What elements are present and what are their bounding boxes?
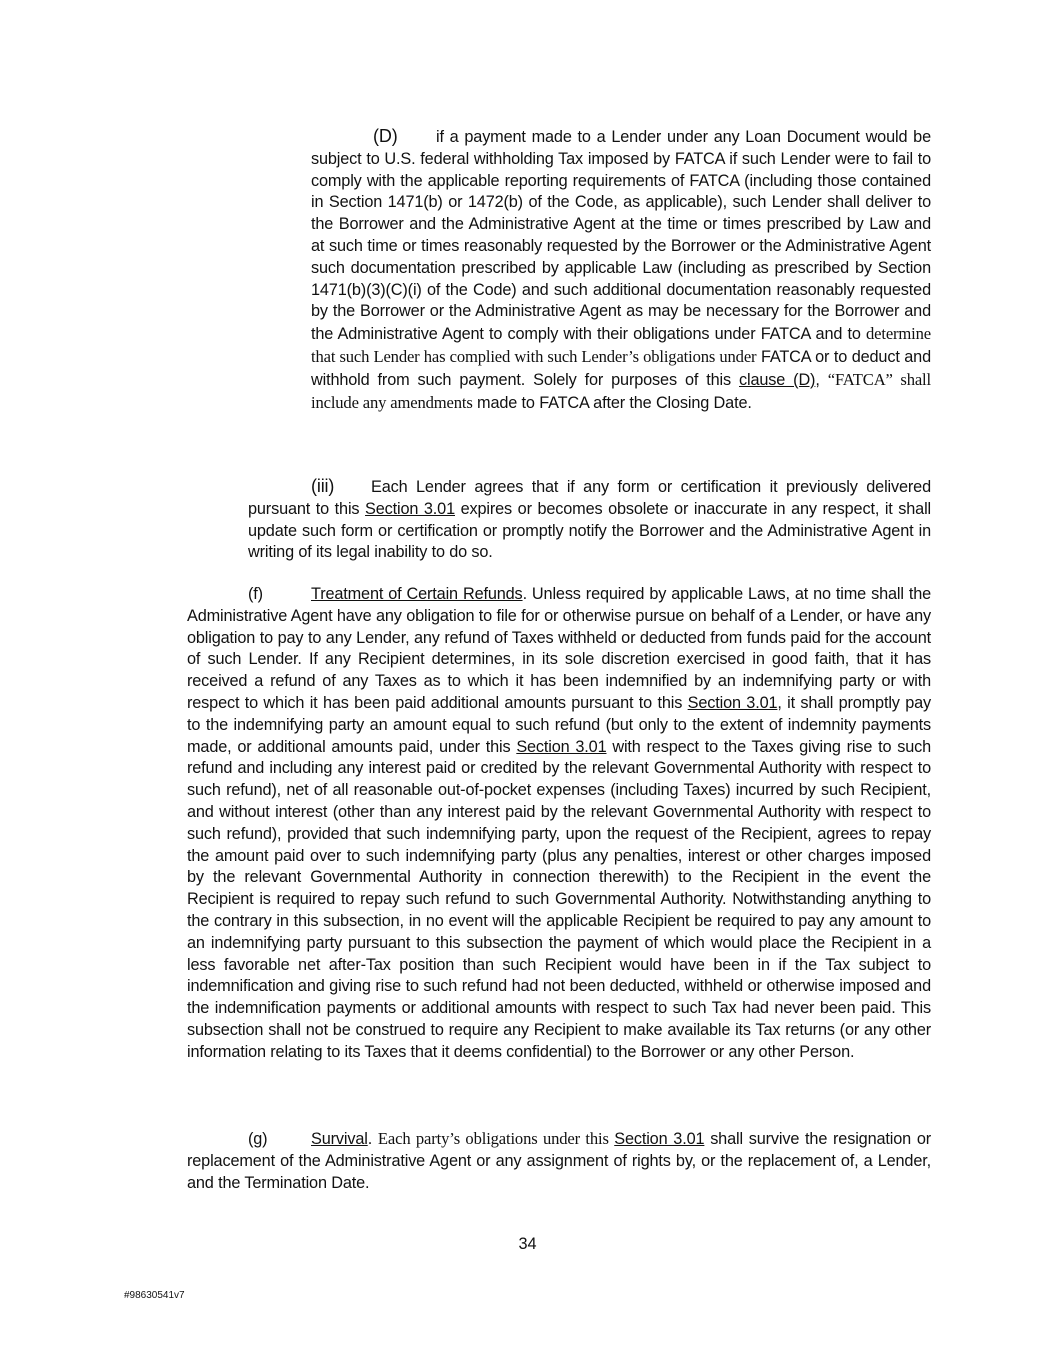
paragraph-iii-text-1: Each Lender agrees that if any form or certification it previously delivered pursuant to this — [248, 478, 931, 518]
paragraph-d-text-1: if a payment made to a Lender under any Loan Document would be subject to U.S. federal withholding Tax imposed by FATCA if such Lender were to fail to comply with the applicable reporting requirements of FATCA (including those contained in Section 1471(b) or 1472(b) of the Code, as applicable), such Lender shall deliver to the Borrower and the Administrative Agent at the time or times prescribed by Law and at such time or times reasonably requested by the Borrower or the Administrative Agent such documentation prescribed by applicable Law (including as prescribed by Section 1471(b)(3)(C)(i) of the Code) and such additional documentation reasonably requested by the Borrower or the Administrative Agent as may be necessary for the Borrower and the Administrative Agent to comply with their obligations under FATCA and to — [311, 128, 931, 344]
paragraph-g-serif-text: Each party’s obligations under this — [377, 1129, 615, 1148]
paragraph-f-text-3: with respect to the Taxes giving rise to such refund and including any interest paid or credited by the relevant Governmental Authority with respect to such refund), net of all reasonable out-of-pocket expenses (including Taxes) incurred by such Recipient, and without interest (other than any interest paid by the relevant Governmental Authority with respect to such refund), provided that such indemnifying party, upon the request of the Recipient, agrees to repay the amount paid over to such indemnifying party (plus any penalties, interest or other charges imposed by the relevant Governmental Authority in connection therewith) to the Recipient in the event the Recipient is required to repay such refund to such Governmental Authority. Notwithstanding anything to the contrary in this subsection, in no event will the applicable Recipient be required to pay any amount to an indemnifying party pursuant to this subsection the payment of which would place the Recipient in a less favorable net after-Tax position than such Recipient would have been in if the Tax subject to indemnification and giving rise to such refund had not been deducted, withheld or otherwise imposed and the indemnification payments or additional amounts with respect to such Tax had never been paid. This subsection shall not be construed to require any Recipient to make available its Tax returns (or any other information relating to its Taxes that it deems confidential) to the Borrower or any other Person. — [187, 737, 931, 1061]
paragraph-f-heading: Treatment of Certain Refunds — [311, 585, 523, 603]
paragraph-d-text-4: made to FATCA after the Closing Date. — [472, 393, 752, 412]
paragraph-iii-text-2: expires or becomes obsolete or inaccurate in any respect, it shall update such form or certification or promptly notify the Borrower and the Administrative Agent in writing of its legal inability to do so. — [248, 499, 932, 562]
section-reference: Section 3.01 — [365, 499, 455, 518]
page-number: 34 — [518, 1235, 537, 1253]
paragraph-f-text-1: . Unless required by applicable Laws, at no time shall the Administrative Agent have any obligation to file for or otherwise pursue on behalf of a Lender, or have any obligation to pay to any Lender, any refund of Taxes withheld or deducted from funds paid for the account of such Lender. If any Recipient determines, in its sole discretion exercised in good faith, that it has received a refund of any Taxes as to which it has been indemnified by an indemnifying party or with respect to which it has been paid additional amounts pursuant to this — [187, 585, 932, 712]
paragraph-d-serif-text: determine that such Lender has complied with such Lender’s obligations under — [311, 324, 931, 366]
paragraph-d — [311, 126, 931, 414]
paragraph-d-text-2: FATCA or to deduct and withhold from such payment. Solely for purposes of this — [311, 347, 931, 389]
paragraph-label-g: (g) — [248, 1130, 268, 1148]
section-reference: Section 3.01 — [516, 737, 607, 756]
paragraph-label-f: (f) — [248, 585, 263, 603]
paragraph-g-text-1: . — [367, 1130, 378, 1148]
paragraph-iii — [248, 476, 931, 564]
clause-d-reference: clause (D) — [739, 370, 816, 389]
paragraph-g-heading: Survival — [311, 1130, 368, 1148]
document-id: #98630541v7 — [124, 1290, 185, 1301]
paragraph-f-text-2: , it shall promptly pay to the indemnifying party an amount equal to such refund (but only to the extent of indemnity payments made, or additional amounts paid, under this — [187, 693, 932, 756]
paragraph-label-d: (D) — [373, 126, 398, 146]
section-reference: Section 3.01 — [614, 1130, 705, 1148]
section-reference: Section 3.01 — [687, 693, 778, 712]
paragraph-g — [187, 1128, 931, 1194]
paragraph-f — [187, 584, 931, 1064]
paragraph-d-text-3: , — [815, 370, 828, 389]
paragraph-d-serif-text-2: “FATCA” shall include any amendments — [311, 369, 931, 412]
paragraph-label-iii: (iii) — [311, 476, 335, 496]
paragraph-g-text-2: shall survive the resignation or replacement of the Administrative Agent or any assignment of rights by, or the replacement of, a Lender, and the Termination Date. — [187, 1130, 932, 1192]
